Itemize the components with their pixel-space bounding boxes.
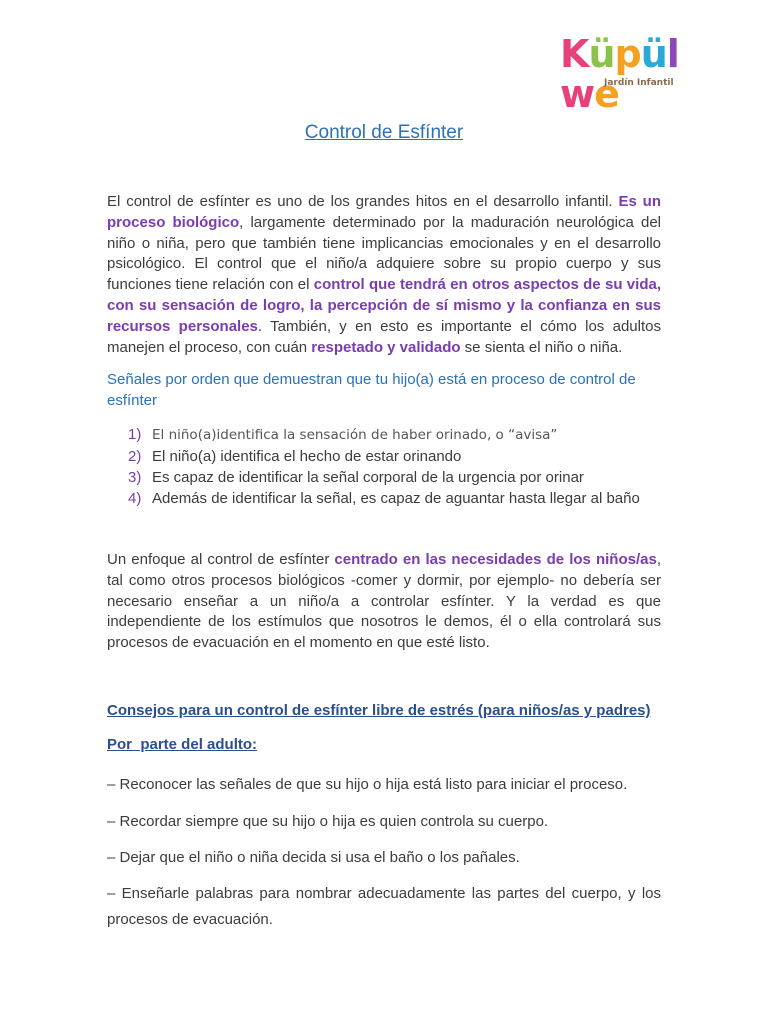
logo-letter: l [666, 32, 679, 76]
signals-heading: Señales por orden que demuestran que tu hijo(a) está en proceso de control de esfínter [107, 371, 636, 409]
logo-letter: p [614, 32, 641, 76]
list-text: El niño(a) identifica el hecho de estar orinando [152, 448, 462, 465]
document-title-container [0, 122, 768, 144]
tips-heading: Consejos para un control de esfínter libre de estrés (para niños/as y padres) [107, 702, 651, 719]
intro-paragraph [107, 192, 661, 358]
tips-subheading: Por parte del adulto: [107, 736, 258, 753]
list-number: 4) [128, 490, 142, 507]
list-number: 1) [128, 426, 142, 443]
tip-item: – Dejar que el niño o niña decida si usa el baño o los pañales. [107, 849, 520, 866]
list-text: Además de identificar la señal, es capaz de aguantar hasta llegar al baño [152, 490, 640, 507]
logo-letter: ü [588, 32, 615, 76]
list-item [107, 424, 640, 446]
signals-list [107, 424, 640, 509]
list-number: 2) [128, 448, 142, 465]
intro-highlight-2: control que tendrá en otros aspectos de su vida, con su sensación de logro, la percepción de sí mismo y la confianza en sus recursos personales [107, 276, 661, 335]
approach-highlight: centrado en las necesidades de los niños/as [334, 551, 657, 568]
approach-paragraph [107, 550, 661, 654]
tip-item: – Reconocer las señales de que su hijo o hija está listo para iniciar el proceso. [107, 776, 628, 793]
intro-text-3: . También, y en esto es importante el cómo los adultos manejen el proceso, con cuán [107, 317, 661, 356]
approach-text-1: Un enfoque al control de esfínter [107, 551, 335, 568]
intro-text-1: El control de esfínter es uno de los grandes hitos en el desarrollo infantil. [107, 193, 619, 210]
logo-letter: ü [640, 32, 667, 76]
logo-subtitle: Jardín Infantil [604, 78, 674, 88]
list-text: El niño(a)identifica la sensación de haber orinado, o “avisa” [152, 427, 558, 443]
list-item [107, 446, 640, 467]
list-item [107, 467, 640, 488]
document-title: Control de Esfínter [304, 122, 464, 143]
approach-text-2: , tal como otros procesos biológicos -comer y dormir, por ejemplo- no debería ser necesario enseñar a un niño/a a controlar esfínter. Y la verdad es que independiente de los estímulos que nosotros le demos, él o ella controlará sus procesos de evacuación en el momento en que esté listo. [107, 551, 661, 652]
logo-wordmark [560, 34, 706, 114]
intro-text-4: se sienta el niño o niña. [460, 338, 623, 356]
list-item [107, 488, 640, 509]
tip-item: – Enseñarle palabras para nombrar adecuadamente las partes del cuerpo, y los procesos de evacuación. [107, 885, 661, 928]
intro-highlight-1: Es un proceso biológico [107, 193, 661, 231]
intro-highlight-3: respetado y validado [311, 338, 461, 356]
list-number: 3) [128, 469, 142, 486]
logo-letter: w [560, 72, 595, 116]
tip-item: – Recordar siempre que su hijo o hija es quien controla su cuerpo. [107, 813, 549, 830]
intro-text-2: , largamente determinado por la maduración neurológica del niño o niña, pero que también tiene implicancias emocionales y en el desarrollo psicológico. El control que el niño/a adquiere sobre su propio cuerpo y sus funciones tiene relación con el [107, 213, 661, 294]
list-text: Es capaz de identificar la señal corporal de la urgencia por orinar [152, 469, 584, 486]
logo-letter: K [560, 32, 589, 76]
logo [530, 14, 706, 118]
logo-letter: e [594, 72, 619, 116]
